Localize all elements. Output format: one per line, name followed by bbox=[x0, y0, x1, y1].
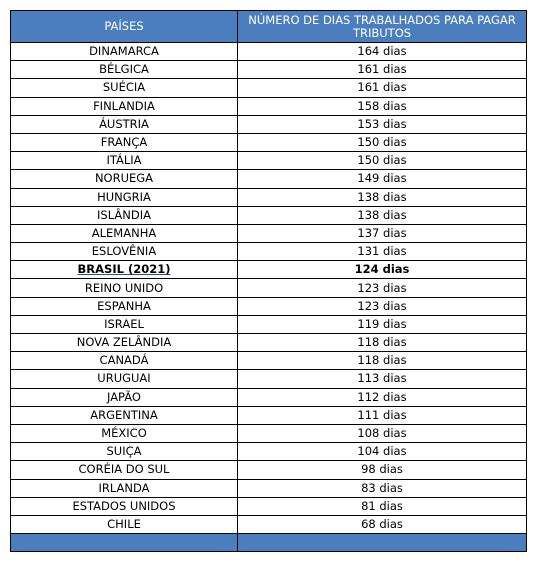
days-cell: 123 dias bbox=[238, 297, 527, 315]
days-cell: 161 dias bbox=[238, 61, 527, 79]
table-row bbox=[11, 497, 527, 515]
table-row bbox=[11, 115, 527, 133]
days-cell: 113 dias bbox=[238, 370, 527, 388]
table-row bbox=[11, 443, 527, 461]
days-cell: 138 dias bbox=[238, 206, 527, 224]
country-cell: FRANÇA bbox=[11, 133, 238, 151]
country-cell: ESLOVÊNIA bbox=[11, 243, 238, 261]
table-row bbox=[11, 461, 527, 479]
table-row bbox=[11, 133, 527, 151]
country-cell: SUÉCIA bbox=[11, 79, 238, 97]
days-cell: 118 dias bbox=[238, 334, 527, 352]
days-cell: 138 dias bbox=[238, 188, 527, 206]
days-cell: 81 dias bbox=[238, 497, 527, 515]
footer-row bbox=[11, 534, 527, 552]
days-cell: 68 dias bbox=[238, 515, 527, 533]
header-countries: PAÍSES bbox=[11, 11, 238, 43]
country-cell: ÁUSTRIA bbox=[11, 115, 238, 133]
table-row bbox=[11, 388, 527, 406]
days-cell: 112 dias bbox=[238, 388, 527, 406]
table-row bbox=[11, 424, 527, 442]
days-cell: 161 dias bbox=[238, 79, 527, 97]
days-cell: 149 dias bbox=[238, 170, 527, 188]
table-row bbox=[11, 261, 527, 279]
header-days-worked: NÚMERO DE DIAS TRABALHADOS PARA PAGAR TRIBUTOS bbox=[238, 11, 527, 43]
days-cell: 123 dias bbox=[238, 279, 527, 297]
table-row bbox=[11, 188, 527, 206]
table-row bbox=[11, 315, 527, 333]
days-cell: 83 dias bbox=[238, 479, 527, 497]
country-cell: MÉXICO bbox=[11, 424, 238, 442]
days-cell: 158 dias bbox=[238, 97, 527, 115]
days-cell: 131 dias bbox=[238, 243, 527, 261]
country-cell: FINLANDIA bbox=[11, 97, 238, 115]
country-cell: IRLANDA bbox=[11, 479, 238, 497]
country-cell: ISLÂNDIA bbox=[11, 206, 238, 224]
table-row bbox=[11, 206, 527, 224]
table-footer bbox=[11, 534, 527, 552]
days-cell: 118 dias bbox=[238, 352, 527, 370]
table-row bbox=[11, 370, 527, 388]
days-cell: 150 dias bbox=[238, 152, 527, 170]
table-row bbox=[11, 297, 527, 315]
table-body bbox=[11, 43, 527, 534]
country-cell: ALEMANHA bbox=[11, 224, 238, 242]
days-cell: 150 dias bbox=[238, 133, 527, 151]
country-cell: NORUEGA bbox=[11, 170, 238, 188]
table-row bbox=[11, 479, 527, 497]
table-header bbox=[11, 11, 527, 43]
country-cell: CANADÁ bbox=[11, 352, 238, 370]
footer-cell-left bbox=[11, 534, 238, 552]
country-cell: NOVA ZELÂNDIA bbox=[11, 334, 238, 352]
days-cell: 164 dias bbox=[238, 43, 527, 61]
table-row bbox=[11, 352, 527, 370]
table-row bbox=[11, 170, 527, 188]
country-cell: REINO UNIDO bbox=[11, 279, 238, 297]
country-cell: BÉLGICA bbox=[11, 61, 238, 79]
country-cell: CHILE bbox=[11, 515, 238, 533]
table-row bbox=[11, 61, 527, 79]
country-cell: JAPÃO bbox=[11, 388, 238, 406]
country-cell: BRASIL (2021) bbox=[11, 261, 238, 279]
table-row bbox=[11, 79, 527, 97]
country-cell: ESPANHA bbox=[11, 297, 238, 315]
country-cell: ISRAEL bbox=[11, 315, 238, 333]
table-row bbox=[11, 406, 527, 424]
days-cell: 119 dias bbox=[238, 315, 527, 333]
table-row bbox=[11, 243, 527, 261]
days-cell: 137 dias bbox=[238, 224, 527, 242]
header-row bbox=[11, 11, 527, 43]
days-cell: 153 dias bbox=[238, 115, 527, 133]
table-row bbox=[11, 334, 527, 352]
table-row bbox=[11, 152, 527, 170]
table-row bbox=[11, 279, 527, 297]
country-cell: ARGENTINA bbox=[11, 406, 238, 424]
table-row bbox=[11, 97, 527, 115]
days-cell: 104 dias bbox=[238, 443, 527, 461]
days-cell: 98 dias bbox=[238, 461, 527, 479]
country-cell: DINAMARCA bbox=[11, 43, 238, 61]
days-cell: 108 dias bbox=[238, 424, 527, 442]
country-cell: URUGUAI bbox=[11, 370, 238, 388]
country-cell: ESTADOS UNIDOS bbox=[11, 497, 238, 515]
country-cell: SUIÇA bbox=[11, 443, 238, 461]
footer-cell-right bbox=[238, 534, 527, 552]
country-cell: CORÉIA DO SUL bbox=[11, 461, 238, 479]
days-cell: 111 dias bbox=[238, 406, 527, 424]
country-cell: ITÁLIA bbox=[11, 152, 238, 170]
table-row bbox=[11, 515, 527, 533]
table-row bbox=[11, 43, 527, 61]
country-cell: HUNGRIA bbox=[11, 188, 238, 206]
days-cell: 124 dias bbox=[238, 261, 527, 279]
tax-days-table bbox=[10, 10, 527, 552]
table-row bbox=[11, 224, 527, 242]
